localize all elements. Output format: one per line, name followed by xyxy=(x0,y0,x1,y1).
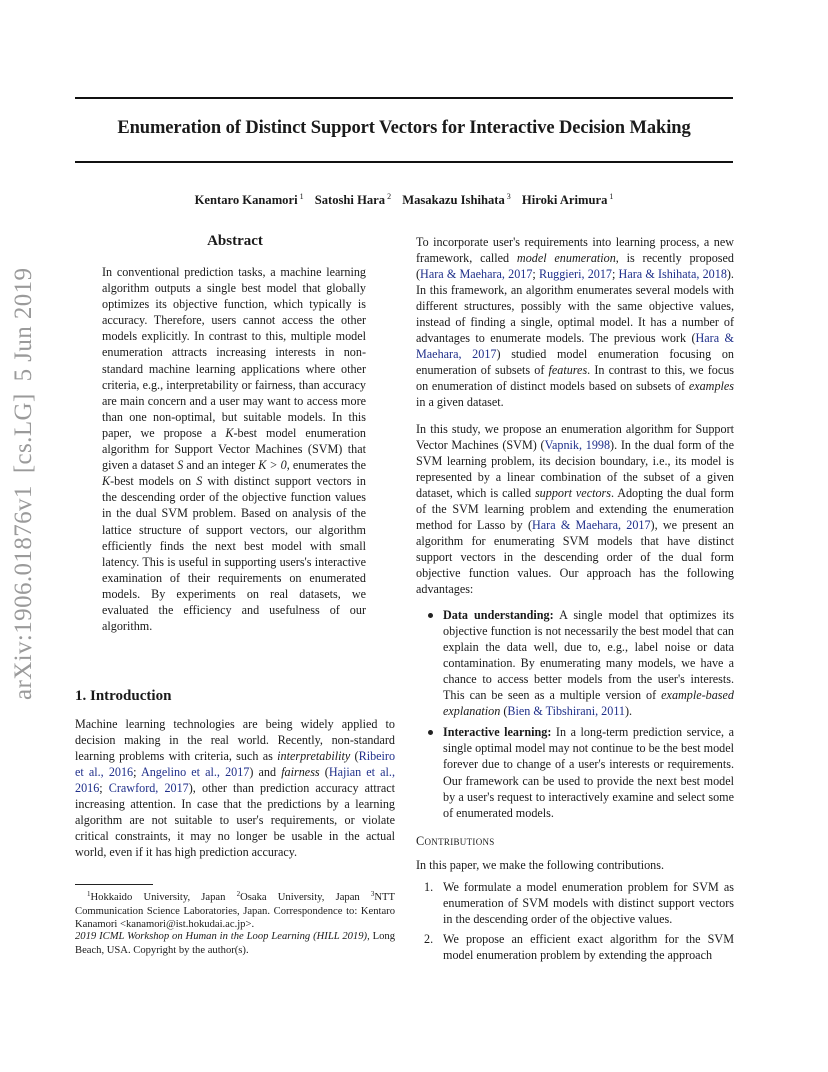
text: Machine learning technologies are being widely applied to decision making in the real world. Recently, non-standard learning problems with criteria, such as xyxy=(75,717,395,764)
right-column xyxy=(416,234,734,967)
section-heading-introduction: 1. Introduction xyxy=(75,688,172,704)
affiliation-mark: 3 xyxy=(506,192,511,201)
author xyxy=(522,193,613,207)
abstract-heading: Abstract xyxy=(207,233,263,249)
math-k-gt-0: K > 0 xyxy=(258,458,287,473)
advantages-list xyxy=(426,607,734,821)
text: ( xyxy=(350,749,359,764)
paper-title: Enumeration of Distinct Support Vectors for Interactive Decision Making xyxy=(117,118,691,138)
text: In this study, we propose an enumeration algorithm for Support Vector Machines (SVM) ( xyxy=(416,421,734,452)
citation-link[interactable]: Hara & Ishihata, 2018 xyxy=(618,267,727,282)
author-list xyxy=(75,192,733,208)
text: with distinct support vectors in the descending order of the objective function values in the dual SVM problem. Based on analysis of the lattice structure of support vectors, our algorithm efficiently finds the next best model with small latency. This is useful in supporting users's interactive examination of their requirements on enumerated models. By experiments on real datasets, we evaluated the efficiency and usefulness of our algorithm. xyxy=(102,474,366,634)
emphasis: model enumeration xyxy=(516,251,616,266)
text: In conventional prediction tasks, a machine learning algorithm outputs a single best model that globally optimizes its objective function, which typically is accuracy. Therefore, users cannot access the other models explicitly. In contrast to this, multiple model enumeration attracts increasing interests in non-standard machine learning applications where other criteria, e.g., interpretability or fairness, than accuracy are main concern and a user may want to access more than one non-optimal, but suitable models. In this paper, we propose a xyxy=(102,265,366,440)
contributions-heading: Contributions xyxy=(416,833,495,848)
text: We propose an efficient exact algorithm for the SVM model enumeration problem by extending the approach xyxy=(443,931,734,962)
text: . Adopting the dual form of the SVM learning problem and extending the enumeration method for Lasso by ( xyxy=(416,485,734,532)
venue: 2019 ICML Workshop on Human in the Loop Learning (HILL 2019) xyxy=(75,931,368,942)
text: , enumerates the xyxy=(286,458,366,473)
citation-link[interactable]: Crawford, 2017 xyxy=(108,781,189,796)
title-top-rule xyxy=(75,97,733,99)
text: In a long-term prediction service, a single optimal model may not continue to be the best model forever due to change of a user's interests or requirements. Our framework can be used to provide the next best model by a user's request to interactively examine and select some of enumerated models. xyxy=(443,725,734,820)
list-item xyxy=(426,607,734,719)
citation-link[interactable]: Bien & Tibshirani, 2011 xyxy=(507,704,626,719)
citation-link[interactable]: Ruggieri, 2017 xyxy=(538,267,612,282)
list-item xyxy=(426,931,734,963)
text: We formulate a model enumeration problem for SVM as enumeration of SVM models with distinct support vectors in the descending order of the objective values. xyxy=(443,879,734,926)
emphasis: examples xyxy=(688,379,734,394)
text: ). In this framework, an algorithm enumerates several models with different structures, possibly with the same objective values, instead of finding a single, optimal model. It has a number of advantages to enumerate models. The previous work ( xyxy=(416,267,734,346)
item-number: 2. xyxy=(424,931,434,946)
citation-link[interactable]: Hara & Maehara, 2017 xyxy=(532,517,651,532)
author-name: Masakazu Ishihata xyxy=(402,193,505,207)
emphasis: example-based explanation xyxy=(443,688,734,719)
author xyxy=(195,193,304,207)
math-s: S xyxy=(196,474,203,489)
author-name: Hiroki Arimura xyxy=(521,193,608,207)
bullet-label: Data understanding: xyxy=(443,608,554,623)
affiliation-mark: 1 xyxy=(87,890,91,898)
text: ) and xyxy=(249,765,282,780)
math-s: S xyxy=(177,458,184,473)
bullet-label: Interactive learning: xyxy=(443,725,552,740)
text: , is recently proposed ( xyxy=(416,251,734,282)
affiliation-mark: 1 xyxy=(299,192,304,201)
text: ), other than prediction accuracy attract increasing attention. In case that the predictions by a learning algorithm are not suitable to user's requirements, or violate critical constraints, it may no longer be usable in the actual world, even if it has high prediction accuracy. xyxy=(75,781,395,860)
citation-link[interactable]: Hajian et al., 2016 xyxy=(75,765,396,796)
text: ), we present an algorithm for enumerating SVM models that have distinct support vectors in the descending order of the dual form objective function values. Our approach has the following advantages: xyxy=(416,517,734,596)
text: in a given dataset. xyxy=(416,395,504,410)
text: ; xyxy=(133,765,141,780)
text: ; xyxy=(99,781,109,796)
text: To incorporate user's requirements into learning process, a new framework, called xyxy=(416,235,734,266)
citation-link[interactable]: Angelino et al., 2017 xyxy=(140,765,250,780)
math-k: K xyxy=(225,425,234,440)
emphasis: fairness xyxy=(281,765,320,780)
text: A single model that optimizes its objective function is not necessarily the best model that can explain the data well, due to, e.g., label noise or data contamination. By enumerating many models, we have a chance to access better models from the user's interests. This can be seen as a multiple version of xyxy=(443,608,734,703)
author-name: Kentaro Kanamori xyxy=(194,193,298,207)
text: ) studied model enumeration focusing on enumeration of subsets of xyxy=(416,347,734,378)
list-item xyxy=(426,879,734,927)
paragraph-this-study xyxy=(416,421,734,598)
contributions-intro: In this paper, we make the following contributions. xyxy=(416,857,665,872)
author xyxy=(315,193,391,207)
text: -best model enumeration algorithm for Support Vector Machines (SVM) that given a dataset xyxy=(102,425,366,473)
math-k: K xyxy=(102,474,111,489)
text: and an integer xyxy=(183,458,259,473)
text: , Long Beach, USA. Copyright by the author(s). xyxy=(75,931,395,956)
citation-link[interactable]: Hara & Maehara, 2017 xyxy=(420,267,533,282)
item-number: 1. xyxy=(424,879,434,894)
abstract-body xyxy=(102,264,366,634)
list-item xyxy=(426,724,734,820)
arxiv-category: [cs.LG] xyxy=(10,393,37,474)
text: ; xyxy=(611,267,619,282)
arxiv-stamp xyxy=(10,256,38,700)
author xyxy=(402,193,511,207)
affiliations-footnote xyxy=(75,888,395,932)
text: ( xyxy=(500,704,508,719)
affiliation-mark: 1 xyxy=(609,192,614,201)
citation-link[interactable]: Vapnik, 1998 xyxy=(544,437,611,452)
text: . In contrast to this, we focus on enumeration of distinct models based on subsets of xyxy=(416,363,734,394)
text: Hokkaido University, Japan xyxy=(90,892,237,903)
workshop-notice xyxy=(75,930,395,957)
arxiv-id: arXiv:1906.01876v1 xyxy=(10,485,37,700)
introduction-paragraph xyxy=(75,716,395,860)
emphasis: interpretability xyxy=(277,749,351,764)
contributions-list xyxy=(426,879,734,963)
text: ). In the dual form of the SVM learning problem, its decision boundary, i.e., its model is represented by a linear combination of the subset of a given dataset, which is called xyxy=(416,437,735,500)
text: NTT Communication Science Laboratories, Japan. Correspondence to: Kentaro Kanamori <kanamori@ist.hokudai.ac.jp>. xyxy=(75,892,395,931)
emphasis: support vectors xyxy=(534,485,611,500)
text: ( xyxy=(319,765,329,780)
text: Osaka University, Japan xyxy=(240,892,371,903)
title-bottom-rule xyxy=(75,161,733,163)
affiliation-mark: 2 xyxy=(236,890,241,898)
affiliation-mark: 3 xyxy=(370,890,375,898)
text: ; xyxy=(532,267,539,282)
arxiv-date: 5 Jun 2019 xyxy=(10,267,37,382)
footnote-rule xyxy=(75,884,153,885)
affiliation-mark: 2 xyxy=(387,192,392,201)
paragraph-model-enumeration xyxy=(416,234,734,411)
author-name: Satoshi Hara xyxy=(314,193,386,207)
citation-link[interactable]: Hara & Maehara, 2017 xyxy=(416,331,734,362)
emphasis: features xyxy=(548,363,588,378)
citation-link[interactable]: Ribeiro et al., 2016 xyxy=(75,749,396,780)
text: ). xyxy=(625,704,633,719)
text: -best models on xyxy=(110,474,197,489)
